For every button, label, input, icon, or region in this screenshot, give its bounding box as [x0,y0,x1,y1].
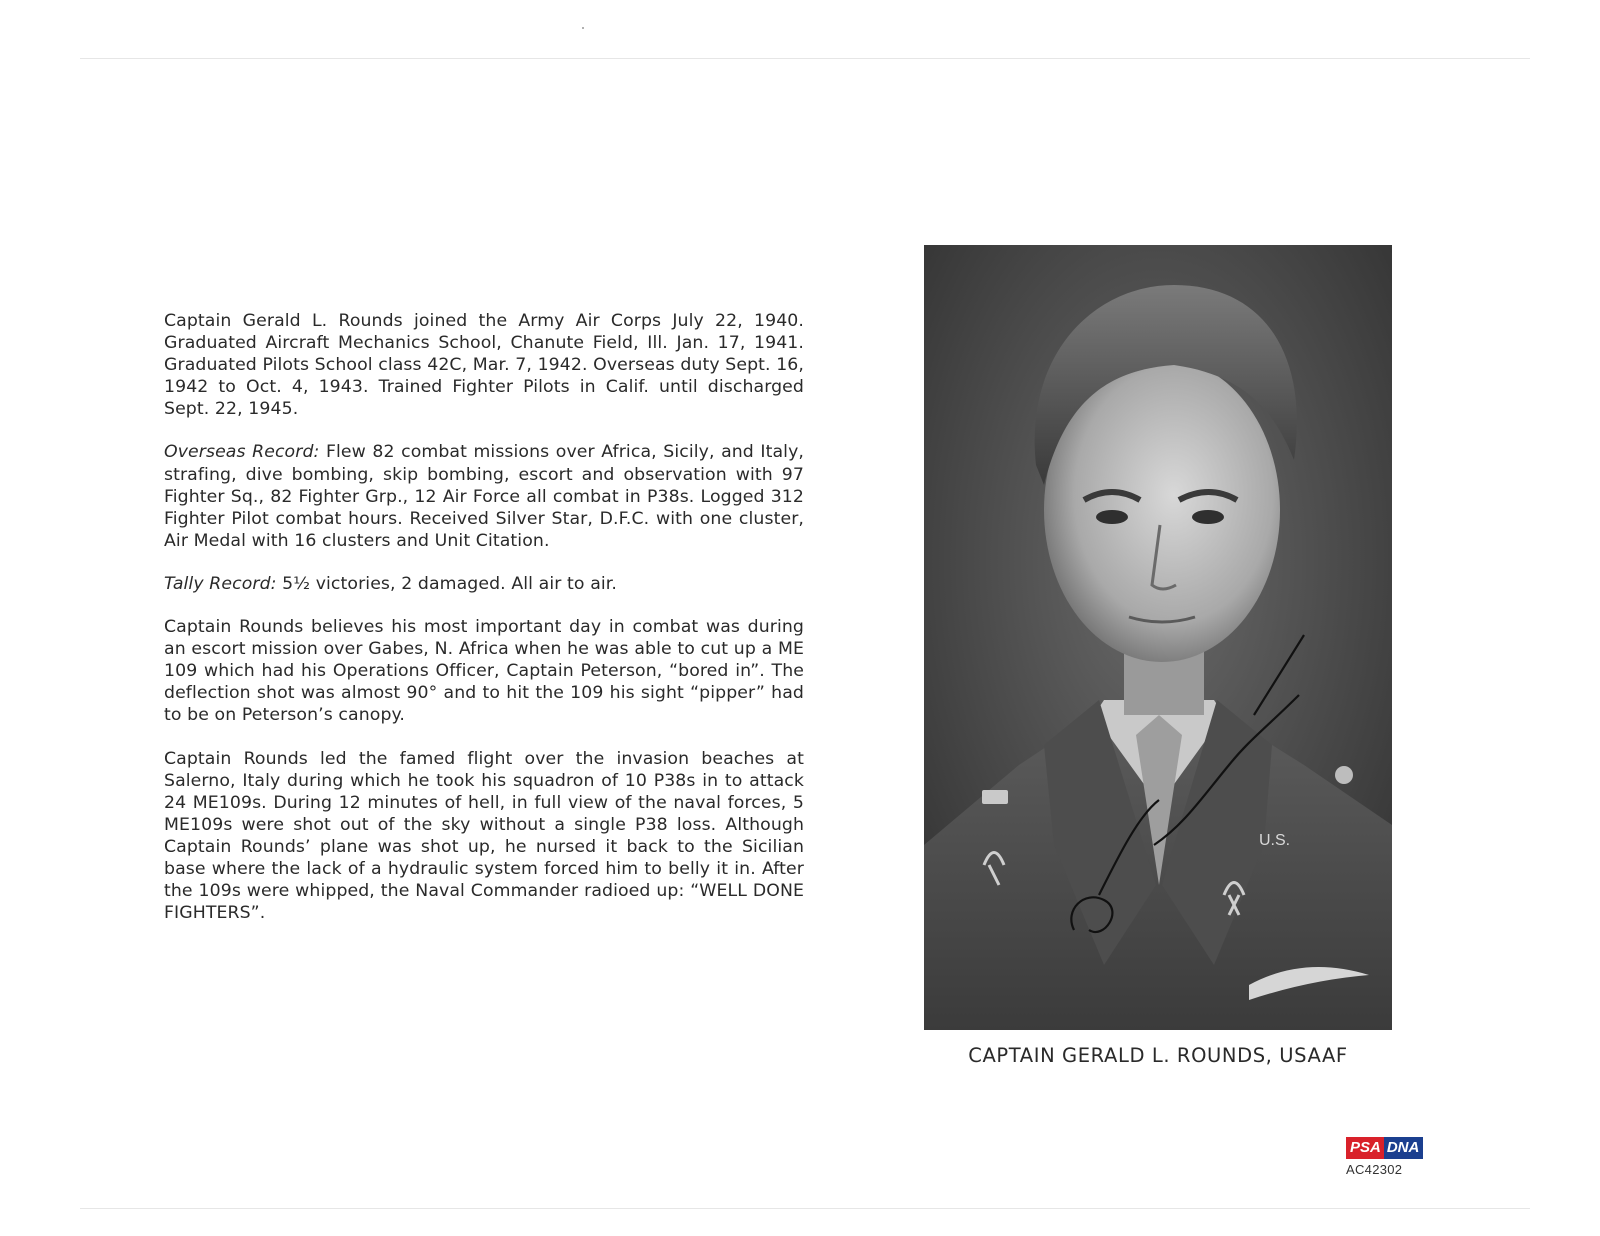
paper-speck [582,27,584,29]
tally-record-text: 5½ victories, 2 damaged. All air to air. [276,573,617,594]
bio-paragraph-gabes: Captain Rounds believes his most important day in combat was during an escort mission over Gabes, N. Africa when he was able to cut up a ME 109 which had his Operations Officer, Captain Peterson, “bored in”. The deflection shot was almost 90° and to hit the 109 his sight “pipper” had to be on Peterson’s canopy. [164,617,804,726]
top-rule [80,58,1530,59]
biography-text [164,310,804,945]
authentication-sticker [1346,1137,1423,1177]
bio-paragraph-service: Captain Gerald L. Rounds joined the Army Air Corps July 22, 1940. Graduated Aircraft Mechanics School, Chanute Field, Ill. Jan. 17, 1941. Graduated Pilots School class 42C, Mar. 7, 1942. Overseas duty Sept. 16, 1942 to Oct. 4, 1943. Trained Fighter Pilots in Calif. until discharged Sept. 22, 1945. [164,311,804,420]
psa-logo-text: PSA [1346,1137,1384,1159]
left-collar-badge [982,790,1008,804]
collar-insignia: U.S. [1259,832,1291,849]
portrait-illustration [924,245,1392,1030]
bio-paragraph-overseas [164,441,804,551]
overseas-record-text: Flew 82 combat missions over Africa, Sicily, and Italy, strafing, dive bombing, skip bombing, escort and observation with 97 Fighter Sq., 82 Fighter Grp., 12 Air Force all combat in P38s. Logged 312 Fighter Pilot combat hours. Received Silver Star, D.F.C. with one cluster, Air Medal with 16 clusters and Unit Citation. [164,442,804,551]
psa-dna-logo [1346,1137,1423,1159]
authentication-code: AC42302 [1346,1162,1403,1177]
bio-paragraph-tally [164,573,804,595]
overseas-record-label: Overseas Record: [164,442,320,463]
bottom-rule [80,1208,1530,1209]
photo-caption: CAPTAIN GERALD L. ROUNDS, USAAF [968,1044,1348,1067]
tally-record-label: Tally Record: [164,573,277,594]
bio-paragraph-salerno: Captain Rounds led the famed flight over the invasion beaches at Salerno, Italy during which he took his squadron of 10 P38s in to attack 24 ME109s. During 12 minutes of hell, in full view of the naval forces, 5 ME109s were shot out of the sky without a single P38 loss. Although Captain Rounds’ plane was shot up, he nursed it back to the Sicilian base where the lack of a hydraulic system forced him to belly it in. After the 109s were whipped, the Naval Commander radioed up: “WELL DONE FIGHTERS”. [164,748,804,924]
dna-logo-text: DNA [1384,1137,1424,1159]
portrait-photo [924,245,1392,1030]
shoulder-button [1335,766,1353,784]
